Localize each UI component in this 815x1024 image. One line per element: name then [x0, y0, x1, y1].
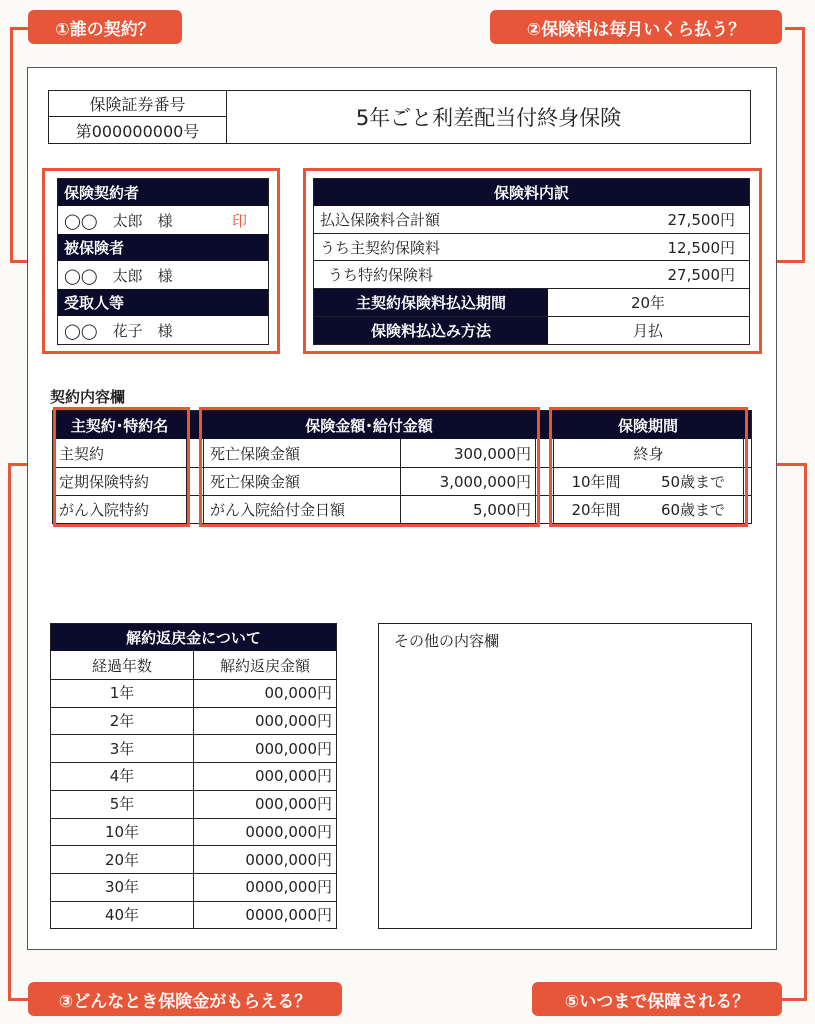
premium-row-main-label: うち主契約保険料	[320, 238, 441, 257]
policy-number-label: 保険証券番号	[49, 91, 226, 117]
surrender-row-years: 2年	[109, 712, 135, 731]
contract-row-3-amount: 5,000円	[473, 501, 531, 519]
contract-row-3-period-years: 20年間	[571, 501, 621, 519]
surrender-row-amount: 000,000円	[254, 795, 332, 814]
surrender-row-amount: 000,000円	[254, 767, 332, 786]
contract-row-3-period-until: 60歳まで	[660, 501, 726, 519]
callout-1-line-v	[10, 27, 13, 263]
other-contents-box	[378, 623, 752, 929]
surrender-row-years: 5年	[109, 795, 135, 814]
surrender-col-years: 経過年数	[91, 656, 152, 675]
premium-row-rider-label: うち特約保険料	[328, 266, 434, 284]
insured-label: 被保険者	[58, 234, 268, 261]
payment-period-label: 主契約保険料払込期間	[314, 289, 548, 316]
surrender-row-years: 40年	[104, 905, 140, 924]
contract-row-2-amount: 3,000,000円	[439, 473, 531, 491]
contract-row-2-name: 定期保険特約	[59, 473, 150, 491]
contract-row-1-period: 終身	[633, 444, 664, 463]
premium-row-total-value: 27,500円	[667, 211, 735, 229]
callout-1-line-h	[10, 27, 30, 30]
surrender-row-years: 30年	[104, 878, 140, 897]
product-name: 5年ごと利差配当付終身保険	[355, 106, 622, 130]
highlight-premium	[303, 168, 762, 354]
surrender-row-amount: 00,000円	[264, 684, 332, 703]
contract-col-amount: 保険金額･給付金額	[203, 411, 535, 439]
premium-row-main-value: 12,500円	[667, 238, 735, 257]
policyholder-name: ◯◯ 太郎 様	[64, 211, 173, 230]
contract-row-1-name: 主契約	[59, 444, 105, 463]
callout-5: ⑤いつまで保障される？	[532, 982, 782, 1016]
surrender-row-amount: 0000,000円	[245, 822, 332, 841]
surrender-row-years: 10年	[104, 822, 140, 841]
callout-1: ①誰の契約？	[28, 10, 182, 44]
surrender-row-years: 4年	[109, 767, 135, 786]
callout-3-line-v	[8, 463, 11, 1001]
premium-row-rider-value: 27,500円	[667, 266, 735, 284]
surrender-col-amount: 解約返戻金額	[219, 656, 310, 675]
seal-mark: 印	[232, 211, 248, 230]
payment-method-label: 保険料払込み方法	[314, 317, 548, 344]
callout-5-line-v	[804, 463, 807, 1001]
contract-row-3-name: がん入院特約	[59, 501, 150, 519]
contract-col-name: 主契約･特約名	[53, 411, 186, 439]
insured-name: ◯◯ 太郎 様	[64, 266, 173, 285]
callout-3-line-h2	[8, 998, 30, 1001]
surrender-row-amount: 000,000円	[254, 739, 332, 758]
contract-row-1-benefit: 死亡保険金額	[210, 444, 301, 463]
policy-number-value: 第000000000号	[75, 121, 200, 141]
callout-2-line-v	[802, 27, 805, 263]
premium-title: 保険料内訳	[314, 179, 749, 206]
surrender-title: 解約返戻金について	[51, 624, 336, 651]
callout-2: ②保険料は毎月いくら払う？	[490, 10, 782, 44]
surrender-row-amount: 000,000円	[254, 712, 332, 731]
contract-row-2-period-years: 10年間	[571, 473, 621, 491]
contract-col-period: 保険期間	[553, 411, 743, 439]
payment-period-value: 20年	[630, 294, 666, 312]
beneficiary-label: 受取人等	[58, 289, 268, 316]
beneficiary-name: ◯◯ 花子 様	[64, 321, 173, 340]
surrender-row-years: 1年	[109, 684, 135, 703]
highlight-contract-period	[549, 407, 748, 527]
other-contents-title: その他の内容欄	[394, 631, 500, 650]
surrender-row-amount: 0000,000円	[245, 850, 332, 869]
surrender-row-amount: 0000,000円	[245, 905, 332, 924]
callout-5-line-h2	[780, 998, 807, 1001]
callout-3: ③どんなとき保険金がもらえる？	[28, 982, 342, 1016]
surrender-row-amount: 0000,000円	[245, 878, 332, 897]
surrender-row-years: 20年	[104, 850, 140, 869]
policyholder-label: 保険契約者	[58, 179, 268, 206]
highlight-parties	[42, 168, 280, 354]
surrender-row-years: 3年	[109, 739, 135, 758]
premium-row-total-label: 払込保険料合計額	[320, 211, 441, 229]
highlight-contract-name	[53, 407, 190, 527]
contract-row-2-benefit: 死亡保険金額	[210, 473, 301, 491]
payment-method-value: 月払	[632, 322, 663, 340]
highlight-contract-amount	[199, 407, 540, 527]
contract-section-title: 契約内容欄	[50, 387, 126, 406]
contract-row-1-amount: 300,000円	[453, 444, 531, 463]
contract-row-2-period-until: 50歳まで	[660, 473, 726, 491]
contract-row-3-benefit: がん入院給付金日額	[210, 501, 346, 519]
